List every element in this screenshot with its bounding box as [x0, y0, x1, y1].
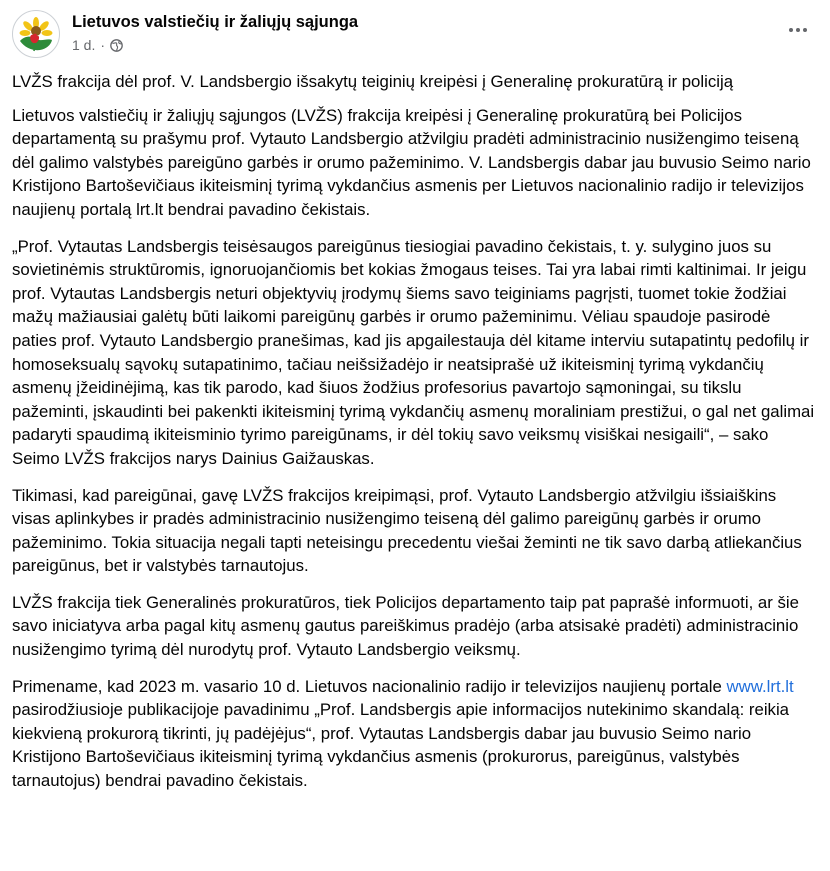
- page-avatar[interactable]: [12, 10, 60, 58]
- post-meta: [72, 37, 123, 53]
- paragraph-5-text-start: Primename, kad 2023 m. vasario 10 d. Lietuvos nacionalinio radijo ir televizijos naujienų portale: [12, 676, 727, 696]
- globe-icon[interactable]: [110, 39, 123, 52]
- post-body: [12, 70, 816, 806]
- post-paragraph-3: Tikimasi, kad pareigūnai, gavę LVŽS frakcijos kreipimąsi, prof. Vytauto Landsbergio atžvilgiu išsiaiškins visas aplinkybes ir pradės administracinio nusižengimo teiseną dėl galimo pareigūnų garbės ir orumo pažeminimo. Tokia situacija negali tapti neteisingu precedentu viešai žeminti ne tik savo darbą atliekančius pareigūnus, bet ir valstybės tarnautojus.: [12, 485, 802, 576]
- post-title: LVŽS frakcija dėl prof. V. Landsbergio išsakytų teiginių kreipėsi į Generalinę prokuratūrą ir policiją: [12, 72, 734, 91]
- post-paragraph-4: LVŽS frakcija tiek Generalinės prokuratūros, tiek Policijos departamento taip pat paprašė informuoti, ar šie savo iniciatyva arba pagal kitų asmenų gautus pareiškimus pradėjo (arba atsisakė pradėti) administracinio nusižengimo tyrimą dėl nurodytų prof. Vytauto Landsbergio veiksmų.: [12, 592, 799, 660]
- page-name[interactable]: Lietuvos valstiečių ir žaliųjų sąjunga: [72, 13, 359, 31]
- post-paragraph-1: Lietuvos valstiečių ir žaliųjų sąjungos (LVŽS) frakcija kreipėsi į Generalinę prokuratūrą bei Policijos departamentą su prašymu prof. Vytauto Landsbergio atžvilgiu pradėti administracinio nusižengimo teiseną dėl galimo valstybės pareigūno garbės ir orumo pažeminimo. V. Landsbergis dabar jau buvusio Seimo nario Kristijono Bartoševičiaus ikiteisminį tyrimą vykdančius asmenis per Lietuvos nacionalinio radijo ir televizijos naujienų portalą lrt.lt bendrai pavadino čekistais.: [12, 105, 811, 219]
- post-paragraph-2: „Prof. Vytautas Landsbergis teisėsaugos pareigūnus tiesiogiai pavadino čekistais, t. y. sulygino juos su sovietinėmis struktūromis, ignoruojančiomis bet kokias žmogaus teises. Tai yra labai rimti kaltinimai. Ir jeigu prof. Vytautas Landsbergis neturi objektyvių įrodymų šiems savo teiginiams pagrįsti, tuomet tokie žodžiai mažų mažiausiai galėtų būti laikomi pareigūnų garbės ir orumo pažeminimu. Vėliau spaudoje pasirodė paties prof. Vytauto Landsbergio pranešimas, kad jis apgailestauja dėl kitame interviu sutapatintų pedofilų ir homoseksualų sąvokų sutapatinimo, tačiau neišsižadėjo ir neatsiprašė už ikiteisminį tyrimą vykdančių asmenų įžeidinėjimą, kas tik parodo, kad šiuos žodžius profesorius pavartojo sąmoningai, su tikslu pažeminti, įskaudinti bei pakenkti ikiteisminį tyrimą vykdančių asmenų moraliniam prestižui, o gal net galimai padaryti spaudimą ikiteisminio tyrimo pareigūnams, ir dėl tokių savo veiksmų visiškai nesigaili“, – sako Seimo LVŽS frakcijos narys Dainius Gaižauskas.: [12, 236, 815, 468]
- lrt-link[interactable]: www.lrt.lt: [726, 676, 794, 696]
- post-paragraph-5: [12, 675, 816, 793]
- more-options-icon[interactable]: [784, 20, 812, 40]
- paragraph-5-text-end: pasirodžiusioje publikacijoje pavadinimu „Prof. Landsbergis apie informacijos nutekinimo skandalą: reikia kiekvieną prokurorą tikrinti, jų padėjėjus“, prof. Vytautas Landsbergis dabar jau buvusio Seimo nario Kristijono Bartoševičiaus ikiteisminį tyrimą vykdančius asmenis (prokurorus, pareigūnus, valstybės tarnautojus) bendrai pavadino čekistais.: [12, 700, 790, 791]
- lvzs-logo-icon: [13, 11, 59, 57]
- post-header: [12, 10, 814, 64]
- post-time[interactable]: 1 d.: [72, 37, 96, 53]
- meta-separator: ·: [100, 37, 106, 53]
